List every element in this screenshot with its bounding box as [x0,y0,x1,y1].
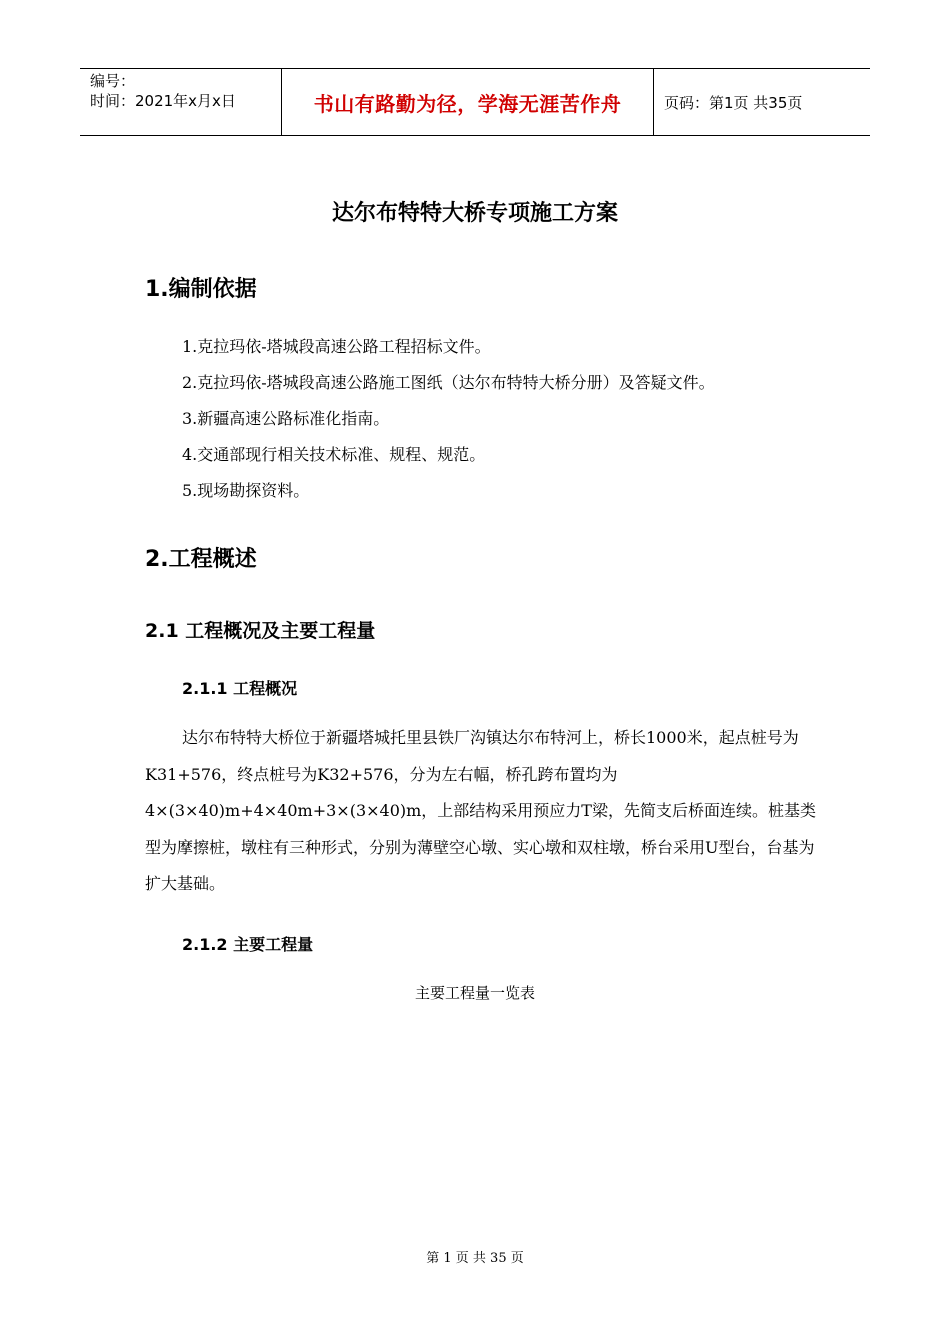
header-motto-cell [281,69,654,135]
basis-list [182,333,715,513]
section-2-1-2-heading: 2.1.2 主要工程量 [182,935,314,954]
page-footer: 第 1 页 共 35 页 [426,1251,524,1266]
overview-paragraph: 达尔布特特大桥位于新疆塔城托里县铁厂沟镇达尔布特河上，桥长1000米，起点桩号为K31+576，终点桩号为K32+576，分为左右幅，桥孔跨布置均为4×(3×40)m+4×40m+3×(3×40)m，上部结构采用预应力T梁，先简支后桥面连续。桩基类型为摩擦桩，墩柱有三种形式，分别为薄壁空心墩、实心墩和双柱墩，桥台采用U型台，台基为扩大基础。 [145,728,816,893]
list-item: 4.交通部现行相关技术标准、规程、规范。 [182,445,486,464]
table-caption: 主要工程量一览表 [414,984,535,1002]
page-info: 页码：第1页 共35页 [664,93,803,112]
header-meta [80,69,281,135]
list-item: 1.克拉玛依-塔城段高速公路工程招标文件。 [182,337,491,356]
section-1-heading: 1.编制依据 [145,277,257,302]
document-title: 达尔布特特大桥专项施工方案 [331,201,618,226]
section-2-1-heading: 2.1 工程概况及主要工程量 [145,620,376,642]
motto: 书山有路勤为径，学海无涯苦作舟 [313,91,622,116]
section-2-1-1-heading: 2.1.1 工程概况 [182,679,298,698]
list-item: 2.克拉玛依-塔城段高速公路施工图纸（达尔布特特大桥分册）及答疑文件。 [182,373,715,392]
section-2-heading: 2.工程概述 [145,547,257,572]
time-label: 时间：2021年x月x日 [90,92,236,110]
page-header [80,68,870,136]
list-item: 5.现场勘探资料。 [182,481,310,500]
header-page-cell [654,69,870,135]
list-item: 3.新疆高速公路标准化指南。 [182,409,390,428]
number-label: 编号： [90,72,136,90]
